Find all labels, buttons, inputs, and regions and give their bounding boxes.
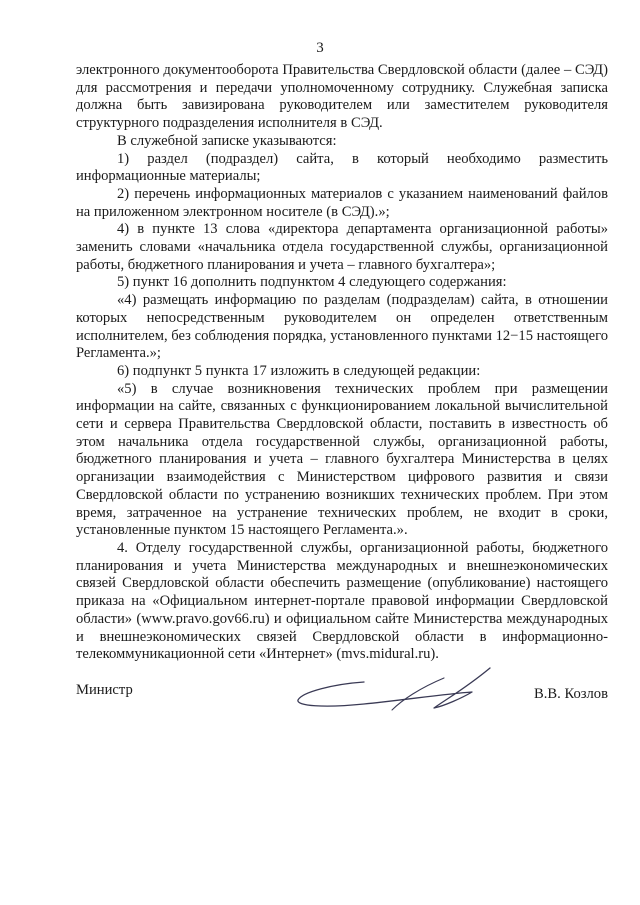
paragraph-amendment-6: 6) подпункт 5 пункта 17 изложить в следующей редакции: (117, 362, 481, 379)
page-number: 3 (316, 40, 324, 56)
handwritten-signature (294, 648, 494, 728)
paragraph-amendment-4: 4) в пункте 13 слова «директора департамента организационной работы» заменить словами «начальника отдела государственной службы, организационной работы, бюджетного планирования и учета – главного бухгалтера»; (76, 221, 608, 273)
paragraph-memo-contents: В служебной записке указываются: (117, 132, 337, 149)
paragraph-item-1: 1) раздел (подраздел) сайта, в который необходимо разместить информационные материалы; (76, 150, 608, 185)
signature-block (76, 680, 608, 740)
paragraph-continuation: электронного документооборота Правительства Свердловской области (далее – СЭД) для рассмотрения и передачи уполномоченному сотруднику. Служебная записка должна быть завизирована руководителем или заместителем руководителя структурного подразделения исполнителя в СЭД. (76, 62, 608, 132)
signatory-name: В.В. Козлов (534, 686, 608, 702)
paragraph-item-2: 2) перечень информационных материалов с указанием наименований файлов на приложенном электронном носителе (в СЭД).»; (76, 185, 608, 220)
paragraph-subitem-5: «5) в случае возникновения технических проблем при размещении информации на сайте, связанных с функционированием локальной вычислительной сети и сервера Правительства Свердловской области, поставить в известность об этом начальника отдела государственной службы, организационной работы, бюджетного планирования и учета – главного бухгалтера Министерства в целях организации взаимодействия с Министерством цифрового развития и связи Свердловской области по устранению возникших технических проблем. При этом время, затраченное на устранение технических проблем, не входит в сроки, установленные пунктом 15 настоящего Регламента.». (76, 380, 608, 539)
paragraph-clause-4: 4. Отделу государственной службы, организационной работы, бюджетного планирования и учета Министерства международных и внешнеэкономических связей Свердловской области обеспечить размещение (опубликование) настоящего приказа на «Официальном интернет-портале правовой информации Свердловской области» (www.pravo.gov66.ru) и официальном сайте Министерства международных и внешнеэкономических связей Свердловской области в информационно-телекоммуникационной сети «Интернет» (mvs.midural.ru). (76, 539, 608, 663)
signatory-title: Министр (76, 682, 133, 698)
paragraph-subitem-4: «4) размещать информацию по разделам (подразделам) сайта, в отношении которых непосредственным руководителем он определен ответственным исполнителем, без соблюдения порядка, установленного пунктами 12−15 настоящего Регламента.»; (76, 292, 608, 362)
paragraph-amendment-5: 5) пункт 16 дополнить подпунктом 4 следующего содержания: (117, 274, 507, 291)
document-body (76, 62, 608, 664)
